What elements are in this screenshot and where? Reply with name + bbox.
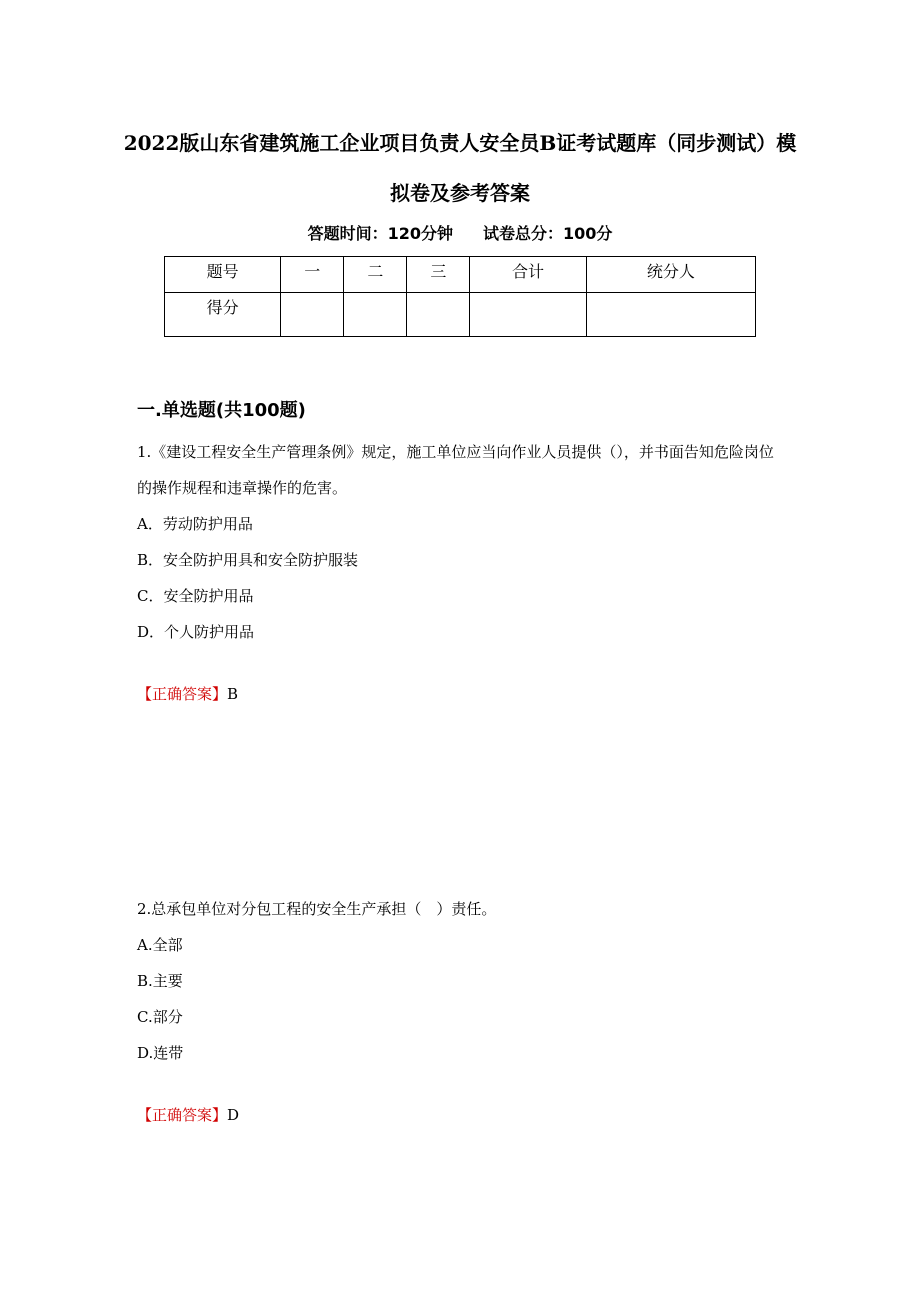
score-header: 题号 xyxy=(165,257,281,293)
exam-time: 答题时间：120分钟 xyxy=(307,224,453,243)
score-cell xyxy=(281,293,344,337)
question-1 xyxy=(137,434,783,712)
exam-meta xyxy=(0,221,920,244)
score-header: 三 xyxy=(407,257,470,293)
question-2 xyxy=(137,891,783,1133)
exam-total-score: 试卷总分：100分 xyxy=(483,224,613,243)
score-row-label: 得分 xyxy=(165,293,281,337)
score-cell xyxy=(407,293,470,337)
page-title: 2022版山东省建筑施工企业项目负责人安全员B证考试题库（同步测试）模拟卷及参考答案 xyxy=(123,131,797,205)
question-option: B.主要 xyxy=(137,972,183,990)
score-cell xyxy=(470,293,586,337)
score-header: 一 xyxy=(281,257,344,293)
question-stem: 2.总承包单位对分包工程的安全生产承担（ ）责任。 xyxy=(137,900,497,918)
score-cell xyxy=(586,293,755,337)
score-header: 合计 xyxy=(470,257,586,293)
score-cell xyxy=(344,293,407,337)
answer-label: 【正确答案】 xyxy=(137,685,228,703)
question-option: D.连带 xyxy=(137,1044,184,1062)
question-option: A.全部 xyxy=(137,936,183,954)
score-table xyxy=(164,256,756,337)
answer-label: 【正确答案】 xyxy=(137,1106,228,1124)
question-option: C.部分 xyxy=(137,1008,183,1026)
question-option: D．个人防护用品 xyxy=(137,623,255,641)
answer-value: B xyxy=(227,685,239,703)
question-option: A．劳动防护用品 xyxy=(137,515,253,533)
question-option: B．安全防护用具和安全防护服装 xyxy=(137,551,359,569)
answer-line xyxy=(137,676,783,712)
question-option: C．安全防护用品 xyxy=(137,587,254,605)
question-stem: 1.《建设工程安全生产管理条例》规定，施工单位应当向作业人员提供（），并书面告知危险岗位的操作规程和违章操作的危害。 xyxy=(137,443,774,497)
section-title: 一.单选题(共100题) xyxy=(137,400,306,421)
score-header: 二 xyxy=(344,257,407,293)
score-header: 统分人 xyxy=(586,257,755,293)
answer-line xyxy=(137,1097,783,1133)
answer-value: D xyxy=(227,1106,240,1124)
